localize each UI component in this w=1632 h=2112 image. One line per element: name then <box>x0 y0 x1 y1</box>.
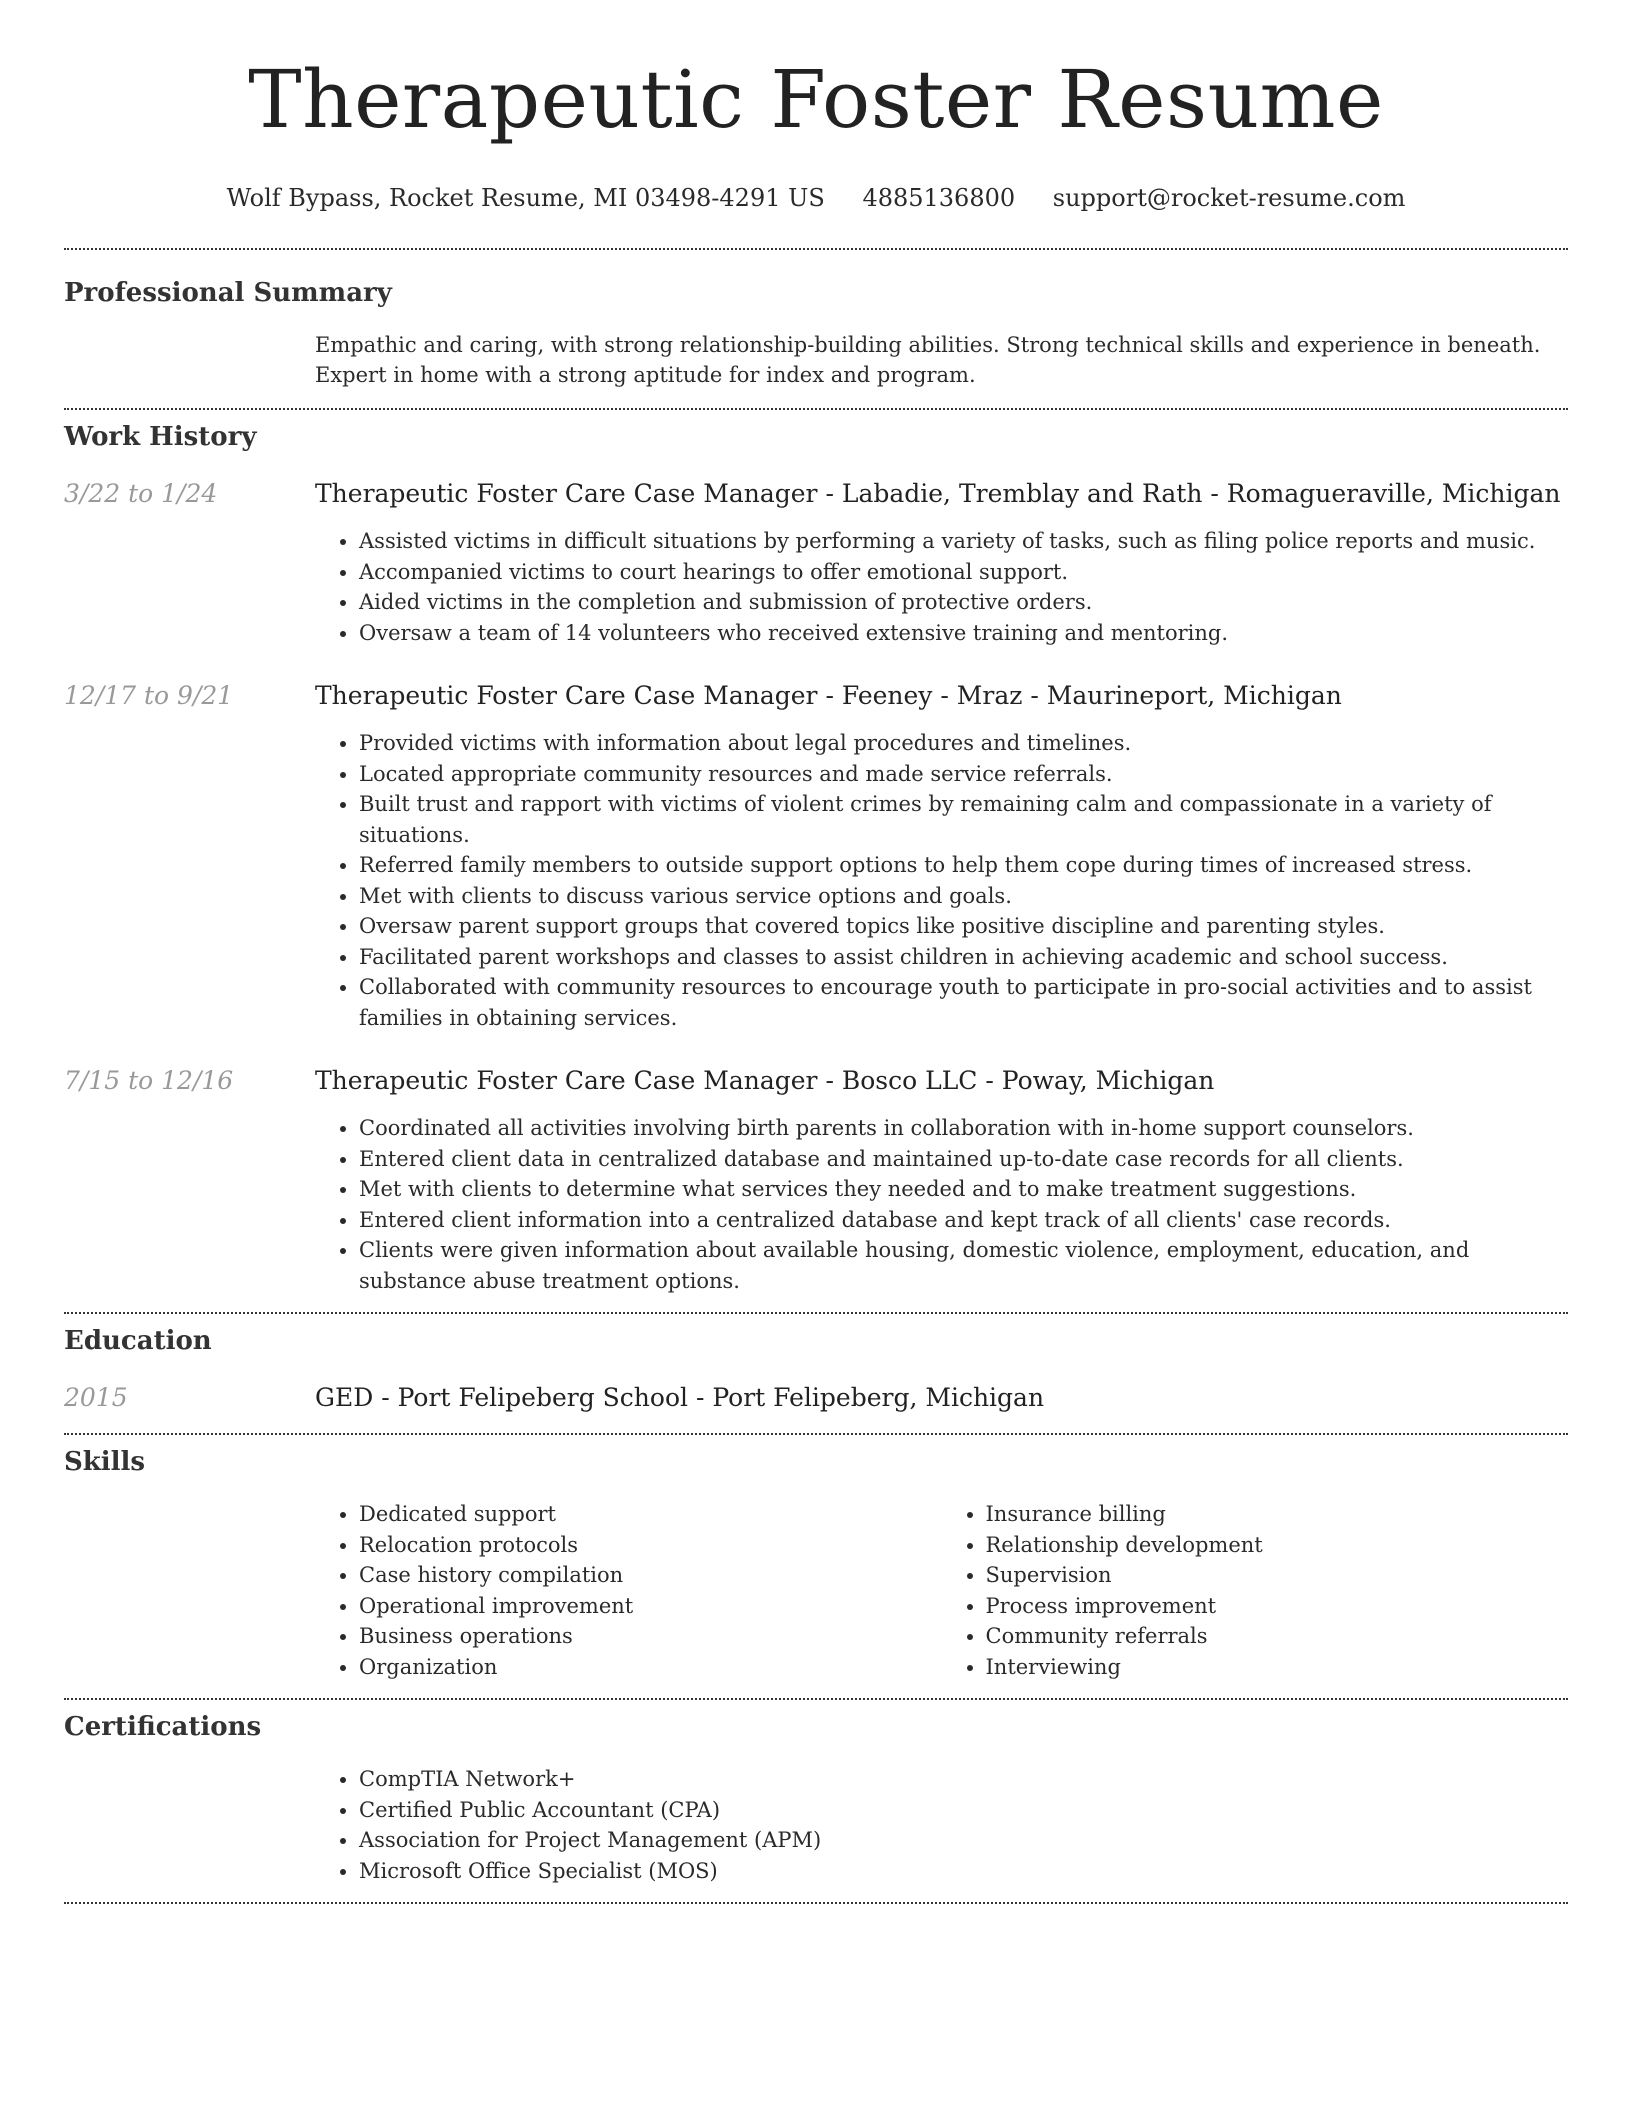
job-bullet: • Referred family members to outside support options to help them cope during times of increased stress. <box>359 850 1568 881</box>
job-bullet: • Met with clients to determine what services they needed and to make treatment suggestions. <box>359 1174 1568 1205</box>
education-heading-line: GED - Port Felipeberg School - Port Felipeberg, Michigan <box>315 1383 1045 1412</box>
skill-item: • Insurance billing <box>986 1499 1569 1530</box>
work-history-section <box>64 410 1568 1312</box>
job-heading: Therapeutic Foster Care Case Manager - Bosco LLC - Poway, Michigan <box>315 1066 1215 1095</box>
summary-text: Empathic and caring, with strong relationship-building abilities. Strong technical skills and experience in beneath. Expert in home with a strong aptitude for index and program. <box>315 333 1541 387</box>
education-section <box>64 1314 1568 1433</box>
job-bullets <box>315 728 1568 1033</box>
skill-item: • Organization <box>359 1652 942 1683</box>
certification-item: • Association for Project Management (APM) <box>359 1825 1568 1856</box>
job-dates: 3/22 to 1/24 <box>64 479 218 508</box>
job-details <box>315 679 1568 1033</box>
skill-item: • Business operations <box>359 1621 942 1652</box>
skills-grid <box>315 1499 1568 1682</box>
skill-item: • Dedicated support <box>359 1499 942 1530</box>
education-heading: Education <box>64 1326 212 1356</box>
education-year: 2015 <box>64 1383 128 1412</box>
certification-item: • Microsoft Office Specialist (MOS) <box>359 1856 1568 1887</box>
skill-item: • Case history compilation <box>359 1560 942 1591</box>
skill-item: • Relationship development <box>986 1530 1569 1561</box>
skills-section <box>64 1435 1568 1698</box>
contact-line <box>64 182 1568 214</box>
job-bullet: • Coordinated all activities involving birth parents in collaboration with in-home support counselors. <box>359 1113 1568 1144</box>
job-details <box>315 1064 1568 1296</box>
skill-item: • Interviewing <box>986 1652 1569 1683</box>
skill-item: • Community referrals <box>986 1621 1569 1652</box>
job-bullet: • Assisted victims in difficult situations by performing a variety of tasks, such as filing police reports and music. <box>359 526 1568 557</box>
skills-list-left <box>315 1499 942 1682</box>
skill-item: • Operational improvement <box>359 1591 942 1622</box>
job-entry <box>64 477 1568 648</box>
job-bullet: • Clients were given information about available housing, domestic violence, employment, education, and substance abuse treatment options. <box>359 1235 1568 1296</box>
skills-list-right <box>942 1499 1569 1682</box>
job-bullet: • Collaborated with community resources to encourage youth to participate in pro-social activities and to assist families in obtaining services. <box>359 972 1568 1033</box>
contact-email: support@rocket-resume.com <box>1052 184 1406 212</box>
job-bullet: • Oversaw a team of 14 volunteers who received extensive training and mentoring. <box>359 618 1568 649</box>
job-bullet: • Located appropriate community resources and made service referrals. <box>359 759 1568 790</box>
job-dates: 12/17 to 9/21 <box>64 681 234 710</box>
summary-heading: Professional Summary <box>64 278 392 308</box>
certifications-section <box>64 1700 1568 1902</box>
skill-item: • Relocation protocols <box>359 1530 942 1561</box>
job-bullet: • Accompanied victims to court hearings to offer emotional support. <box>359 557 1568 588</box>
job-entry <box>64 679 1568 1033</box>
certifications-heading: Certifications <box>64 1712 262 1742</box>
job-bullets <box>315 526 1568 648</box>
skill-item: • Process improvement <box>986 1591 1569 1622</box>
skill-item: • Supervision <box>986 1560 1569 1591</box>
job-bullet: • Entered client data in centralized database and maintained up-to-date case records for all clients. <box>359 1144 1568 1175</box>
certification-item: • CompTIA Network+ <box>359 1764 1568 1795</box>
job-bullet: • Oversaw parent support groups that covered topics like positive discipline and parenting styles. <box>359 911 1568 942</box>
skills-heading: Skills <box>64 1447 146 1477</box>
contact-phone: 4885136800 <box>862 184 1016 212</box>
job-bullet: • Met with clients to discuss various service options and goals. <box>359 881 1568 912</box>
job-bullet: • Aided victims in the completion and submission of protective orders. <box>359 587 1568 618</box>
job-bullets <box>315 1113 1568 1296</box>
job-bullet: • Provided victims with information about legal procedures and timelines. <box>359 728 1568 759</box>
certifications-list <box>315 1764 1568 1886</box>
job-details <box>315 477 1568 648</box>
job-dates: 7/15 to 12/16 <box>64 1066 234 1095</box>
job-heading: Therapeutic Foster Care Case Manager - Feeney - Mraz - Maurineport, Michigan <box>315 681 1342 710</box>
certification-item: • Certified Public Accountant (CPA) <box>359 1795 1568 1826</box>
work-history-heading: Work History <box>64 422 257 452</box>
job-bullet: • Facilitated parent workshops and classes to assist children in achieving academic and school success. <box>359 942 1568 973</box>
section-divider <box>64 1902 1568 1904</box>
job-entry <box>64 1064 1568 1312</box>
resume-header <box>64 0 1568 214</box>
contact-address: Wolf Bypass, Rocket Resume, MI 03498-4291 US <box>226 184 825 212</box>
education-entry <box>64 1381 1568 1415</box>
job-heading: Therapeutic Foster Care Case Manager - Labadie, Tremblay and Rath - Romagueraville, Michigan <box>315 479 1561 508</box>
candidate-name: Therapeutic Foster Resume <box>248 53 1384 146</box>
summary-section <box>64 250 1568 408</box>
job-bullet: • Entered client information into a centralized database and kept track of all clients' case records. <box>359 1205 1568 1236</box>
job-bullet: • Built trust and rapport with victims of violent crimes by remaining calm and compassionate in a variety of situations. <box>359 789 1568 850</box>
